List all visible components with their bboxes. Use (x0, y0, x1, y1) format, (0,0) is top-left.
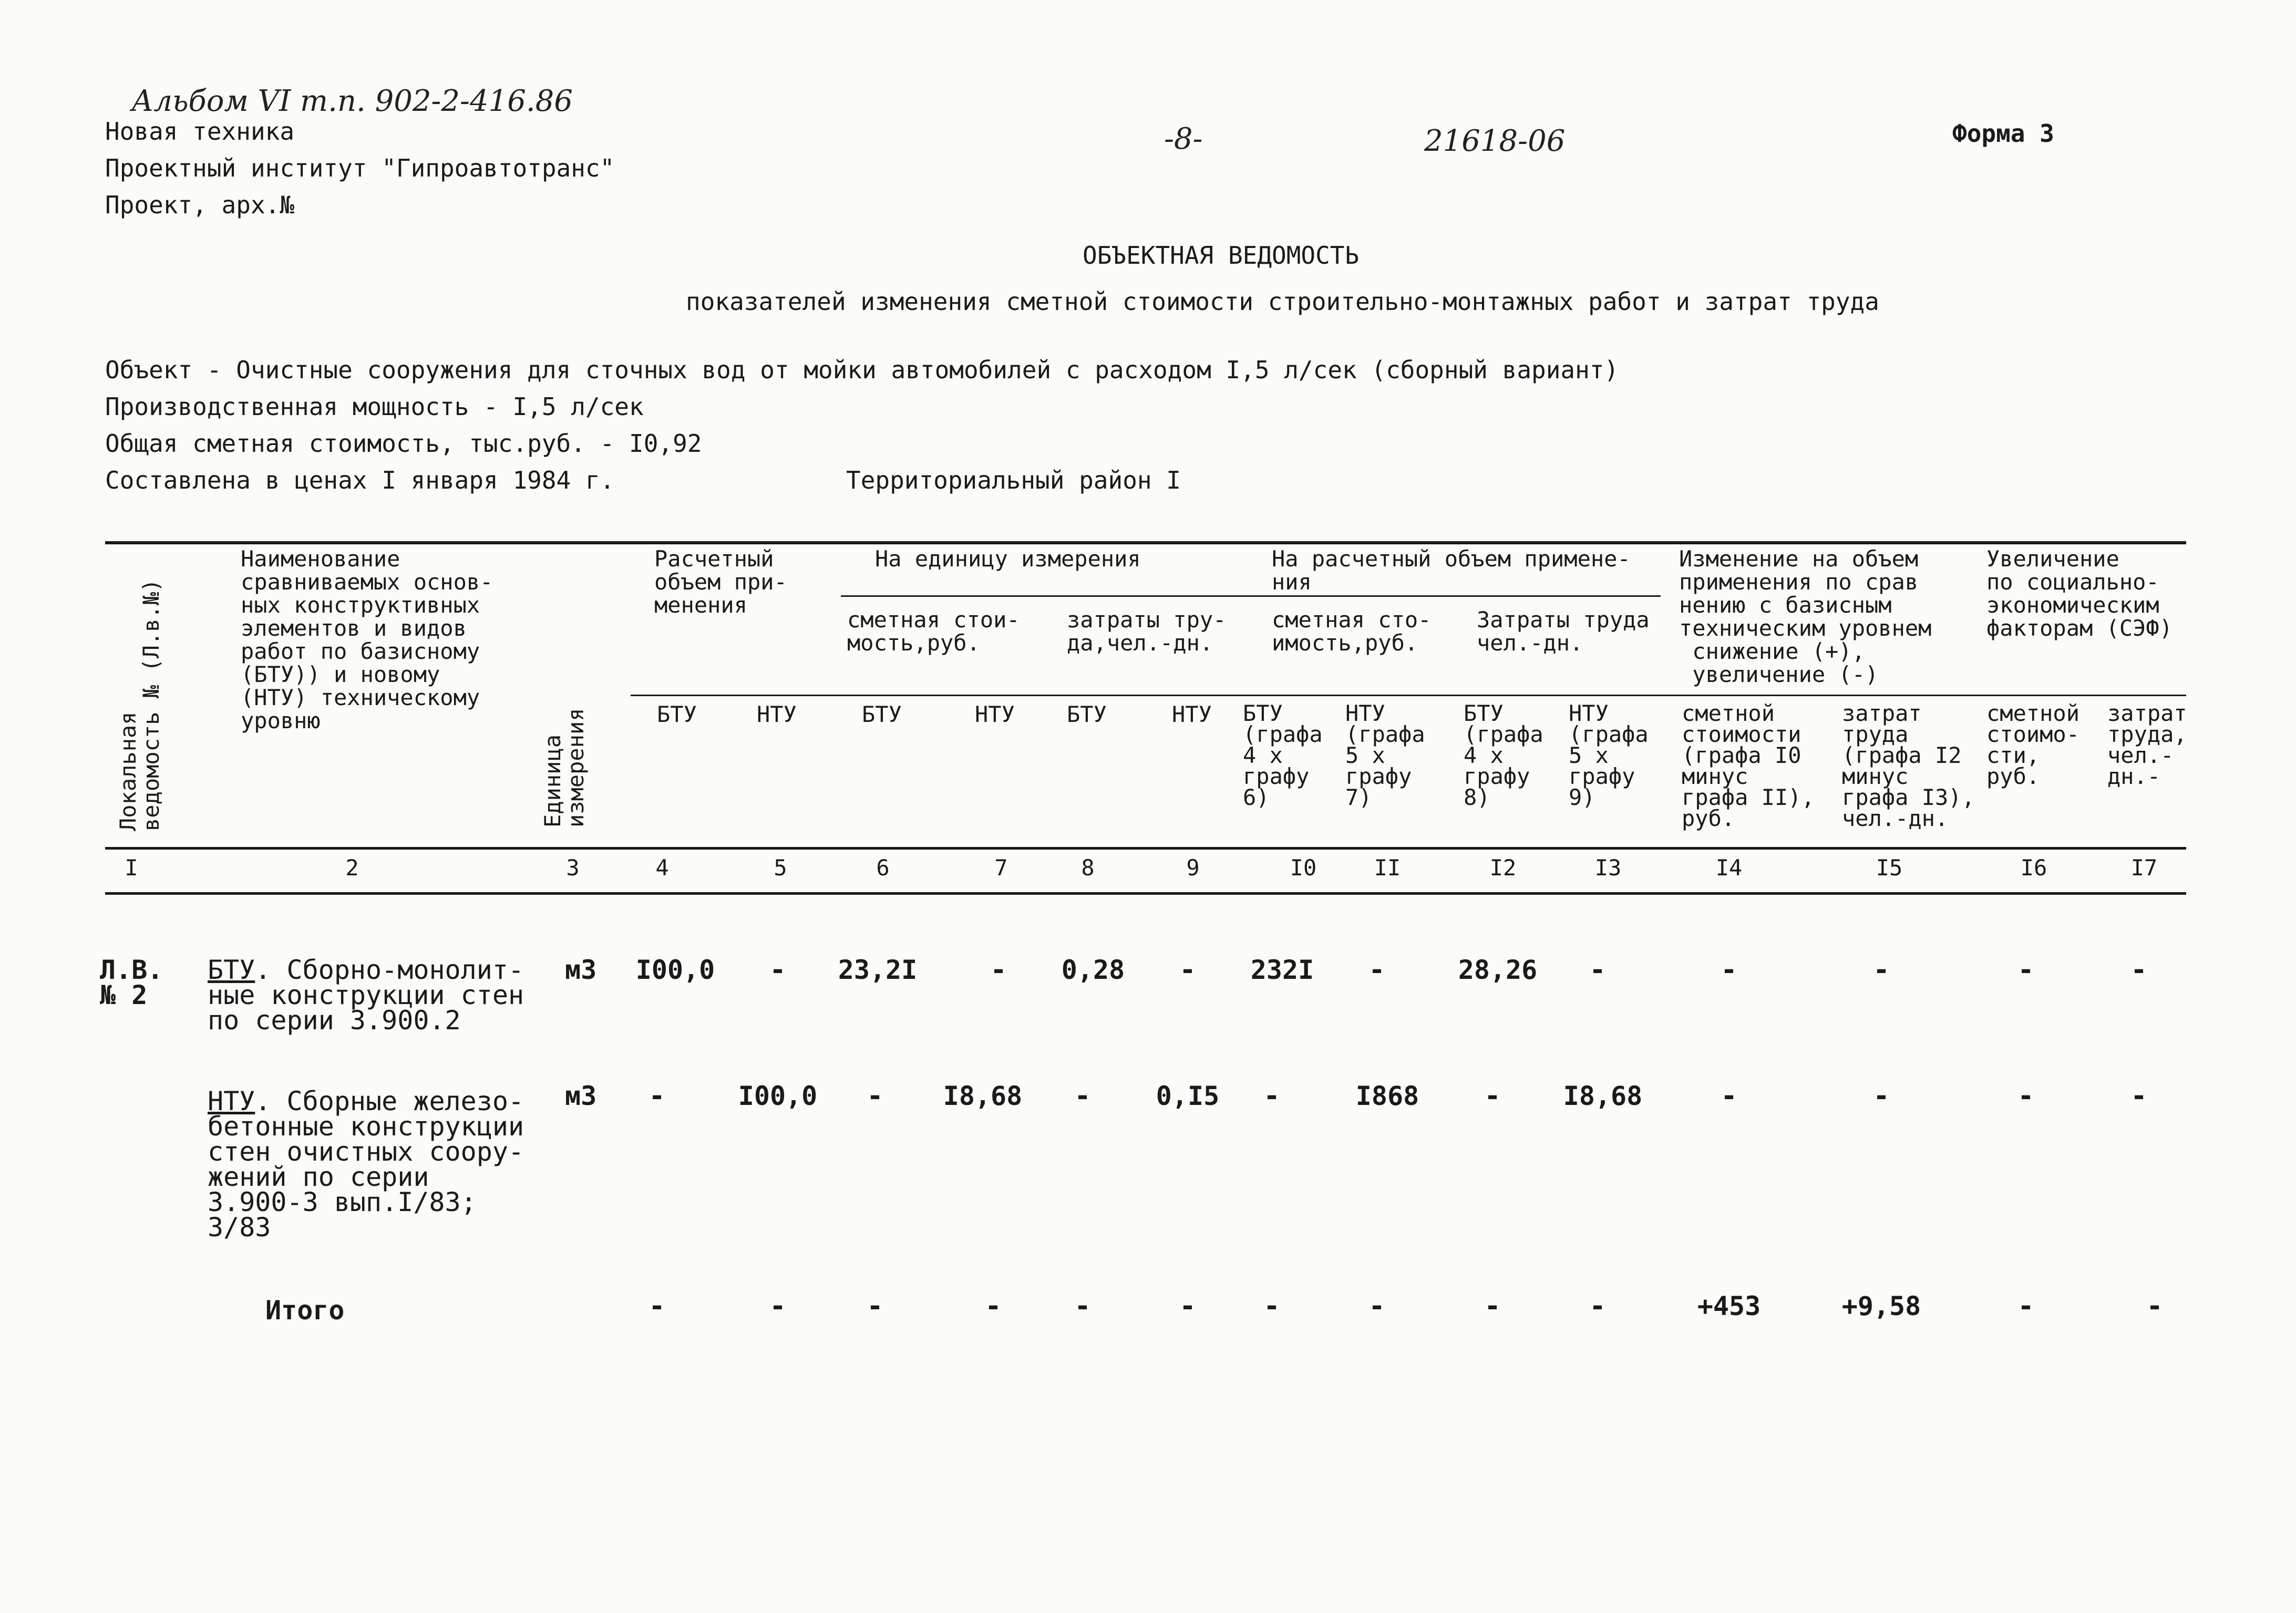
row-2-val-15: - (1873, 1080, 1890, 1112)
col-number: I (125, 855, 138, 881)
header-element-name: Наименование сравниваемых основ- ных конструктивных элементов и видов работ по базисному (БТУ)) и новому (НТУ) техническому уровню (241, 546, 493, 733)
row-2-val-14: - (1721, 1080, 1737, 1112)
col-number: 3 (566, 855, 580, 881)
total-val-12: - (1484, 1290, 1501, 1322)
total-val-4: - (648, 1290, 665, 1322)
row-2-val-5: I00,0 (738, 1081, 818, 1111)
rule-below-col-numbers (105, 892, 2186, 895)
row-1-val-12: 28,26 (1458, 955, 1538, 985)
col-number: I0 (1290, 855, 1317, 881)
subheader-col-8: БТУ (1067, 701, 1107, 727)
header-unit-labor: затраты тру- да,чел.-дн. (1067, 607, 1227, 656)
row-2-val-4: - (648, 1080, 665, 1112)
row-1-val-7: - (990, 954, 1007, 986)
row-1-val-10: 232I (1250, 955, 1314, 985)
row-2-val-8: - (1074, 1080, 1091, 1112)
subheader-col-6: БТУ (862, 701, 902, 727)
row-2-val-10: - (1263, 1080, 1280, 1112)
document-title: ОБЪЕКТНАЯ ВЕДОМОСТЬ (1083, 241, 1360, 270)
subheader-col-12: БТУ (графа 4 х графу 8) (1464, 700, 1543, 810)
header-volume-cost: сметная сто- имость,руб. (1272, 607, 1432, 656)
row-2-val-16: - (2017, 1080, 2034, 1112)
col-number: 7 (994, 855, 1008, 881)
total-val-6: - (867, 1290, 883, 1322)
header-line-2: Проектный институт "Гипроавтотранс" (105, 154, 615, 182)
subheader-col-4: БТУ (657, 701, 697, 727)
header-calc-volume: Расчетный объем при- менения (654, 546, 787, 618)
capacity-line: Производственная мощность - I,5 л/сек (105, 392, 644, 421)
row-2-name-prefix: НТУ (208, 1086, 255, 1116)
total-val-10: - (1263, 1290, 1280, 1322)
col-number: 9 (1186, 855, 1200, 881)
district-line: Территориальный район I (846, 466, 1181, 494)
subheader-col-7: НТУ (975, 701, 1015, 727)
row-2-val-6: - (867, 1080, 883, 1112)
row-2-val-17: - (2130, 1080, 2147, 1112)
subheader-col-16: сметной стоимо- сти, руб. (1986, 700, 2080, 789)
row-1-val-17: - (2130, 954, 2147, 986)
row-1-val-5: - (769, 954, 786, 986)
total-label: Итого (265, 1295, 345, 1326)
row-2-unit: м3 (565, 1081, 597, 1111)
subheader-col-13: НТУ (графа 5 х графу 9) (1569, 700, 1649, 810)
col-number: I2 (1489, 855, 1517, 881)
row-1-val-16: - (2017, 954, 2034, 986)
col-number: I7 (2130, 855, 2158, 881)
page-number: -8- (1164, 122, 1203, 156)
col-number: I6 (2020, 855, 2047, 881)
subheader-col-15: затрат труда (графа I2 минус графа I3), чел.-дн. (1842, 700, 1975, 831)
row-1-val-14: - (1721, 954, 1737, 986)
total-val-15: +9,58 (1841, 1291, 1921, 1321)
table-top-rule (105, 541, 2186, 544)
total-val-14: +453 (1697, 1291, 1761, 1321)
header-per-volume: На расчетный объем примене- ния (1272, 546, 1631, 595)
total-val-5: - (769, 1290, 786, 1322)
col-number: 2 (345, 855, 359, 881)
total-val-16: - (2017, 1290, 2034, 1322)
col-number: 8 (1081, 855, 1095, 881)
header-unit-cost: сметная стои- мость,руб. (847, 607, 1020, 656)
album-annotation: Альбом VI т.п. 902-2-416.86 (131, 84, 573, 118)
row-1-element-name (208, 955, 524, 1036)
header-change: Изменение на объем применения по срав нению с базисным техническим уровнем снижение (+), увеличение (-) (1679, 546, 1932, 687)
form-label: Форма 3 (1952, 119, 2054, 148)
subheader-col-5: НТУ (757, 701, 797, 727)
subheader-col-14: сметной стоимости (графа I0 минус графа II), руб. (1682, 700, 1815, 831)
row-1-val-4: I00,0 (635, 955, 715, 985)
row-2-val-7: I8,68 (943, 1081, 1023, 1111)
rule-under-per-volume (1267, 595, 1661, 597)
total-val-8: - (1074, 1290, 1091, 1322)
row-1-unit: м3 (565, 955, 597, 985)
col-number: II (1374, 855, 1401, 881)
row-2-val-13: I8,68 (1563, 1081, 1643, 1111)
total-val-7: - (985, 1290, 1002, 1322)
row-2-val-9: 0,I5 (1156, 1081, 1220, 1111)
object-line: Объект - Очистные сооружения для сточных вод от мойки автомобилей с расходом I,5 л/сек (сборный вариант) (105, 356, 1619, 384)
header-volume-labor: Затраты труда чел.-дн. (1477, 607, 1650, 656)
total-val-13: - (1589, 1290, 1606, 1322)
row-2-element-name (208, 1086, 524, 1243)
header-line-1: Новая техника (105, 117, 295, 146)
total-val-17: - (2146, 1290, 2163, 1322)
row-1-val-11: - (1368, 954, 1385, 986)
row-1-name-text: . Сборно-монолит- ные конструкции стен по серии 3.900.2 (208, 955, 524, 1036)
header-line-3: Проект, арх.№ (105, 191, 295, 219)
row-2-name-text: . Сборные железо- бетонные конструкции стен очистных соору- жений по серии 3.900-3 вып.I/83; 3/83 (208, 1086, 524, 1243)
col-number: I3 (1594, 855, 1622, 881)
total-val-11: - (1368, 1290, 1385, 1322)
row-1-val-9: - (1179, 954, 1196, 986)
row-1-val-8: 0,28 (1061, 955, 1125, 985)
header-unit: Единица измерения (540, 708, 589, 828)
col-number: I4 (1715, 855, 1743, 881)
row-1-name-prefix: БТУ (208, 955, 255, 985)
subheader-col-9: НТУ (1172, 701, 1212, 727)
subheader-col-10: БТУ (графа 4 х графу 6) (1243, 700, 1323, 810)
document-code: 21618-06 (1424, 124, 1566, 158)
row-2-val-11: I868 (1355, 1081, 1419, 1111)
rule-above-col-numbers (105, 847, 2186, 850)
subheader-col-17: затрат труда, чел.- дн.- (2107, 700, 2187, 789)
row-1-val-6: 23,2I (838, 955, 918, 985)
header-local-statement: Локальная ведомость № (Л.в.№) (115, 578, 164, 831)
cost-line: Общая сметная стоимость, тыс.руб. - I0,92 (105, 429, 702, 458)
prices-line: Составлена в ценах I января 1984 г. (105, 466, 615, 494)
row-1-local-statement: Л.В. № 2 (100, 955, 163, 1010)
col-number: 6 (876, 855, 890, 881)
total-val-9: - (1179, 1290, 1196, 1322)
rule-under-headers (631, 695, 2186, 696)
col-number: I5 (1876, 855, 1903, 881)
header-per-unit: На единицу измерения (875, 546, 1141, 572)
row-2-val-12: - (1484, 1080, 1501, 1112)
col-number: 4 (655, 855, 669, 881)
row-1-val-15: - (1873, 954, 1890, 986)
col-number: 5 (774, 855, 787, 881)
row-1-val-13: - (1589, 954, 1606, 986)
header-sef-increase: Увеличение по социально- экономическим факторам (СЭФ) (1986, 546, 2173, 641)
subheader-col-11: НТУ (графа 5 х графу 7) (1345, 700, 1425, 810)
document-subtitle: показателей изменения сметной стоимости строительно-монтажных работ и затрат труда (686, 287, 1879, 316)
